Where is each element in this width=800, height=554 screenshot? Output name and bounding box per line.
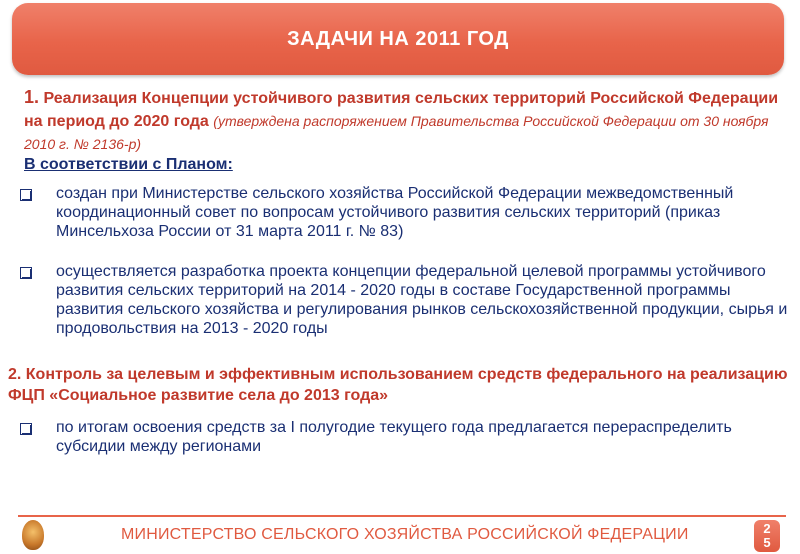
bullet-text: осуществляется разработка проекта концепции федеральной целевой программы устойчивого развития сельских территорий на 2014 - 2020 годы в составе Государственной программы развития сельского хозяйства и регулирования рынков сельскохозяйственной продукции, сырья и продовольствия на 2013 - 2020 годы <box>56 263 788 337</box>
page-number-badge <box>754 520 780 552</box>
checkbox-bullet-icon <box>20 423 34 433</box>
bullet-text: создан при Министерстве сельского хозяйства Российской Федерации межведомственный координационный совет по вопросам устойчивого развития сельских территорий (приказ Минсельхоза России от 31 марта 2011 г. № 83) <box>56 185 734 240</box>
checkbox-bullet-icon <box>20 267 34 277</box>
list-item <box>20 262 790 338</box>
checkbox-bullet-icon <box>20 189 34 199</box>
slide-title: ЗАДАЧИ НА 2011 ГОД <box>287 27 509 50</box>
section2-heading: 2. Контроль за целевым и эффективным использованием средств федерального на реализацию ФЦП «Социальное развитие села до 2013 года» <box>8 366 788 404</box>
footer-organization: МИНИСТЕРСТВО СЕЛЬСКОГО ХОЗЯЙСТВА РОССИЙСКОЙ ФЕДЕРАЦИИ <box>121 526 689 543</box>
bullet-text: по итогам освоения средств за I полугодие текущего года предлагается перераспределить субсидии между регионами <box>56 419 732 455</box>
list-item <box>20 418 790 456</box>
footer-divider <box>18 515 786 517</box>
section1-heading <box>24 86 789 156</box>
ministry-emblem-icon <box>22 520 44 550</box>
section1-title: Реализация Концепции устойчивого развития сельских территорий Российской Федерации на период до 2020 года <box>24 90 779 130</box>
plan-header: В соответствии с Планом: <box>24 156 233 173</box>
section1-number: 1. <box>24 87 40 107</box>
page-number-digit: 5 <box>763 535 771 550</box>
title-banner <box>12 3 784 75</box>
page-number-digit: 2 <box>763 521 771 536</box>
section1-note: (утверждена распоряжением Правительства Российской Федерации от 30 ноября 2010 г. № 2136-р) <box>24 113 769 152</box>
list-item <box>20 184 790 241</box>
